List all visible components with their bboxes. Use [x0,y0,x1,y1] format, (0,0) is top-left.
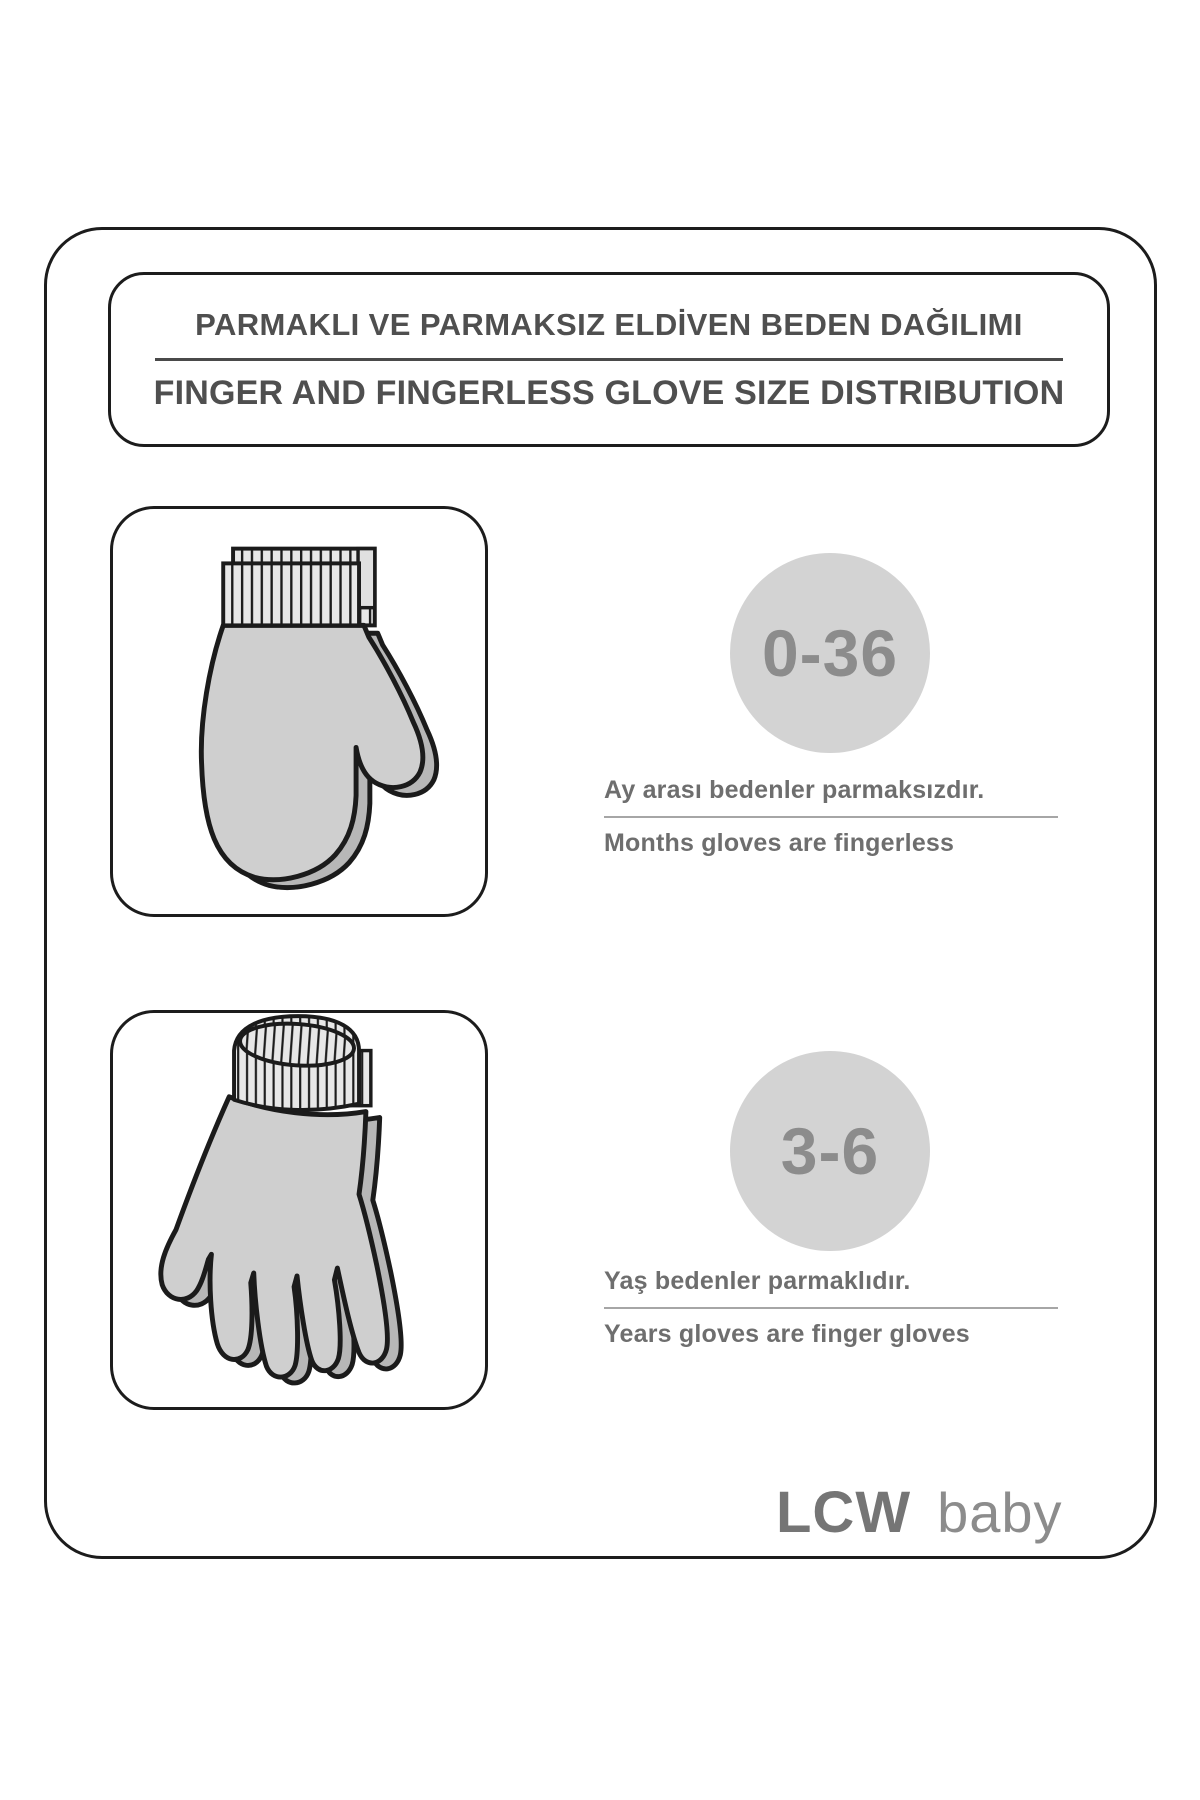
size-badge-months [730,553,930,753]
title-turkish: PARMAKLI VE PARMAKSIZ ELDİVEN BEDEN DAĞILIMI [195,306,1023,342]
caption-turkish: Yaş bedenler parmaklıdır. [604,1267,911,1295]
caption-block-months [604,776,1058,858]
size-range-years: 3-6 [780,1114,880,1188]
finger-glove-icon [113,1013,485,1407]
title-divider [155,358,1063,361]
brand-logo-lcw: LCW [776,1480,912,1545]
size-badge-years [730,1051,930,1251]
caption-english: Years gloves are finger gloves [604,1320,970,1348]
brand-logo [776,1479,1063,1546]
caption-divider [604,816,1058,818]
title-box [108,272,1110,447]
caption-divider [604,1307,1058,1309]
finger-glove-illustration-box [110,1010,488,1410]
caption-english: Months gloves are fingerless [604,829,955,857]
mitten-illustration-box [110,506,488,917]
caption-turkish: Ay arası bedenler parmaksızdır. [604,776,985,804]
brand-logo-baby: baby [937,1481,1063,1544]
title-english: FINGER AND FINGERLESS GLOVE SIZE DISTRIBUTION [153,373,1065,412]
size-range-months: 0-36 [761,616,899,690]
caption-block-years [604,1267,1058,1349]
fingerless-mitten-icon [113,509,485,914]
